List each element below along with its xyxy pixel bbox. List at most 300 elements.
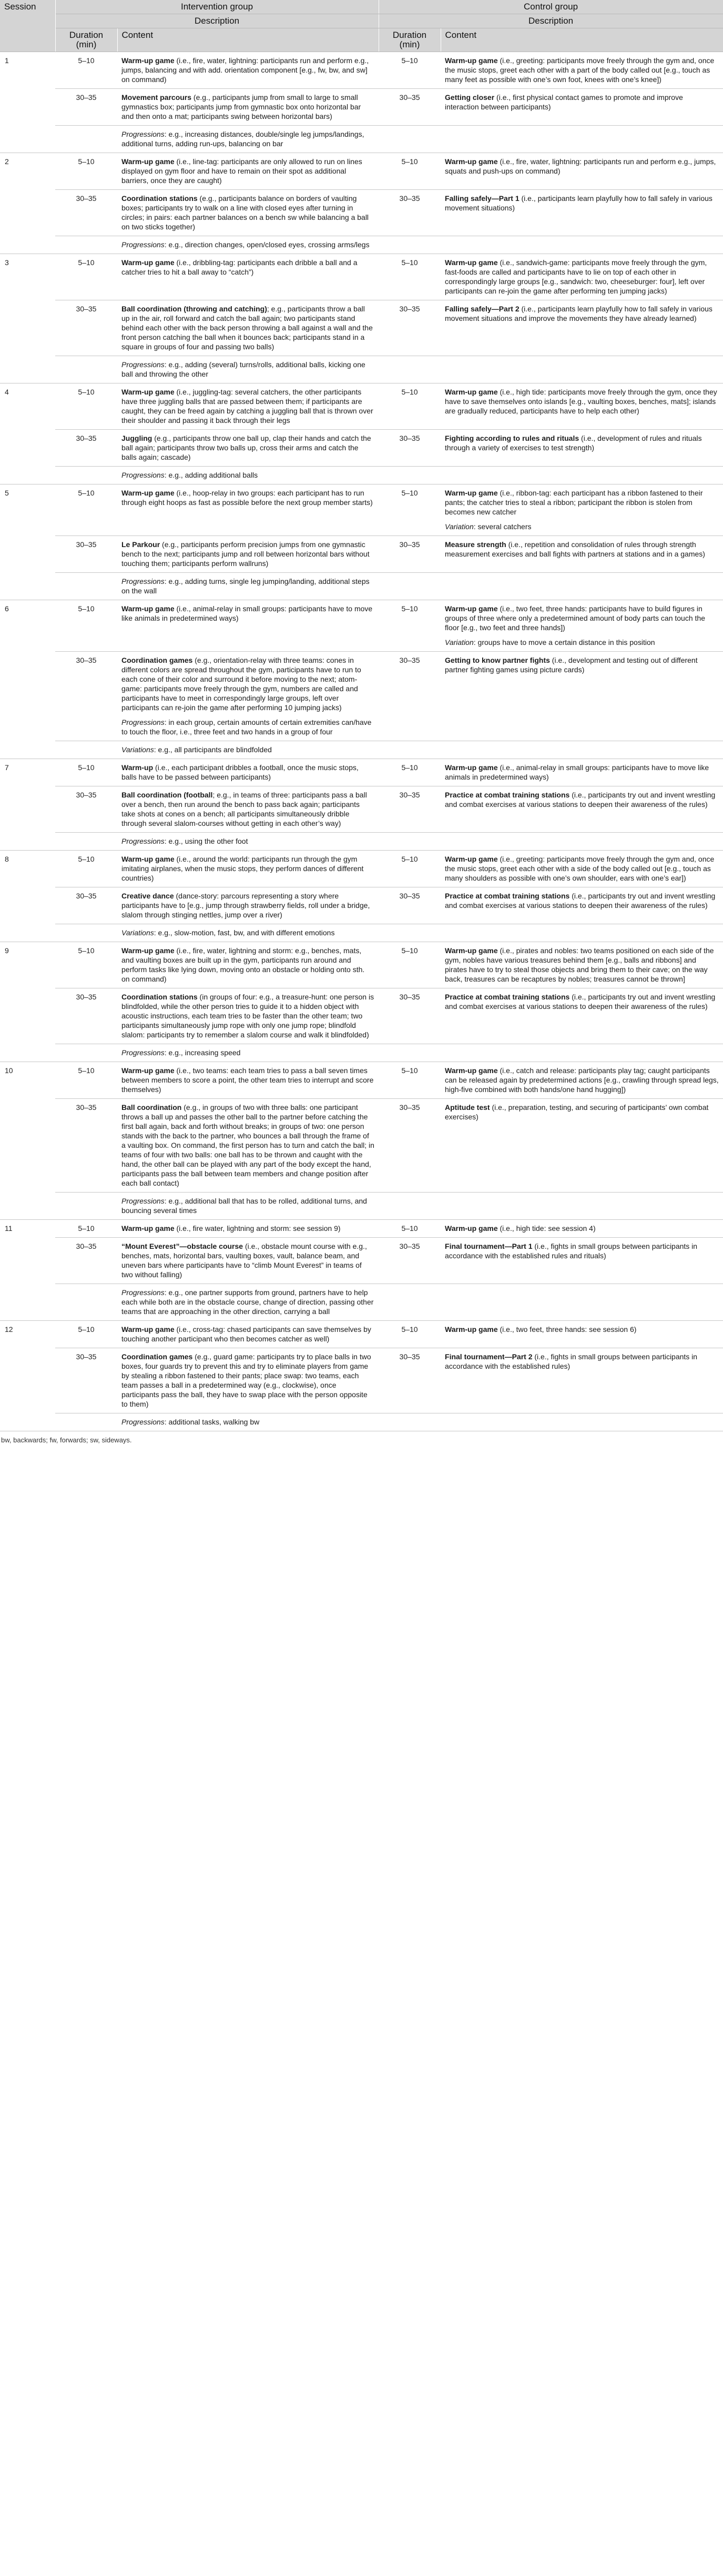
duration-cell-empty	[55, 1193, 117, 1220]
activity-text: (e.g., participants throw one ball up, clap their hands and catch the ball again; participants throw two balls up, cross their arms and catch the balls again; cascade)	[121, 434, 371, 461]
intervention-content	[117, 851, 379, 887]
control-duration: 30–35	[379, 1348, 441, 1413]
duration-cell-empty	[55, 741, 117, 759]
activity-text: (i.e., obstacle mount course with e.g., benches, mats, horizontal bars, vaulting boxes, vault, balance beam, and uneven bars where participants have to “climb Mount Everest” in teams of two without falling)	[121, 1242, 367, 1279]
duration-unit: (min)	[76, 39, 97, 49]
activity-text: (i.e., animal-relay in small groups: participants have to move like animals in predetermined ways)	[121, 604, 373, 622]
control-content	[441, 988, 723, 1044]
intervention-duration: 5–10	[55, 1321, 117, 1348]
intervention-content	[117, 759, 379, 786]
table-row	[0, 484, 723, 536]
activity-title: Fighting according to rules and rituals	[445, 434, 579, 442]
table-row	[0, 430, 723, 467]
activity-text: (i.e., juggling-tag: several catchers, the other participants have three juggling balls that are passed between them; if participants are caught, they can be freed again by catching a juggling ball that is thrown over their shoulder and passing it back through their legs	[121, 388, 373, 425]
activity-text: ; e.g., in teams of three: participants pass a ball over a bench, then run around the bench to pass back again; participants take shots at cones on a bench; all participants simultaneously dribble through several slalom-courses without getting in each other’s way)	[121, 791, 367, 827]
table-row	[0, 887, 723, 924]
header-control-group: Control group	[379, 0, 723, 14]
progression-cell	[117, 741, 379, 759]
intervention-duration: 30–35	[55, 1099, 117, 1193]
control-duration: 30–35	[379, 430, 441, 467]
duration-cell-empty	[379, 467, 441, 484]
activity-text: (in groups of four: e.g., a treasure-hunt: one person is blindfolded, while the other person tries to guide it to a hidden object with acoustic instructions, each team tries to be faster than the other team; two participants simultaneously jump rope with only one jump rope; blindfold slalom: participants try to remember a slalom course and walk it blindfolded)	[121, 993, 374, 1039]
table-row	[0, 1062, 723, 1099]
variation-label: Variation	[445, 522, 474, 531]
header-intervention-content: Content	[117, 28, 379, 52]
session-number: 5	[0, 484, 55, 600]
activity-title: Final tournament—Part 1	[445, 1242, 533, 1250]
duration-unit: (min)	[399, 39, 420, 49]
control-duration: 5–10	[379, 942, 441, 988]
activity-text: (i.e., participants learn playfully how to fall safely in various movement situations and improve the movements they have already learned)	[445, 305, 712, 322]
activity-text: (i.e., fire, water, lightning and storm: e.g., benches, mats, and vaulting boxes are built up in the gym, participants run around and perform tasks like lying down, moving onto an obstacle or holding onto sth. on command)	[121, 946, 365, 983]
duration-cell-empty	[55, 573, 117, 600]
duration-cell-empty	[55, 356, 117, 383]
intervention-duration: 5–10	[55, 759, 117, 786]
control-duration: 30–35	[379, 1099, 441, 1193]
intervention-content	[117, 300, 379, 356]
progression-text: : e.g., adding turns, single leg jumping/landing, additional steps on the wall	[121, 577, 370, 595]
intervention-content	[117, 536, 379, 573]
duration-cell-empty	[379, 741, 441, 759]
activity-title: Warm-up game	[445, 157, 498, 166]
progression-label: Progressions	[121, 837, 165, 845]
duration-cell-empty	[379, 126, 441, 153]
intervention-content	[117, 89, 379, 126]
progression-text: : e.g., adding (several) turns/rolls, additional balls, kicking one ball and throwing the other	[121, 360, 365, 378]
header-intervention-group: Intervention group	[55, 0, 379, 14]
progression-note	[121, 718, 374, 736]
progression-label: Progressions	[121, 471, 165, 479]
intervention-duration: 5–10	[55, 942, 117, 988]
activity-text: ; e.g., participants throw a ball up in the air, roll forward and catch the ball again; two participants stand behind each other with the back person throwing a ball against a wall and the front person catching the ball when it bounces back; participants stand in a square in groups of four and passing two balls)	[121, 305, 373, 351]
content-cell-empty	[441, 573, 723, 600]
control-content	[441, 652, 723, 741]
activity-title: Measure strength	[445, 540, 506, 549]
duration-cell-empty	[55, 236, 117, 254]
progression-label: Variations	[121, 928, 154, 937]
activity-title: Getting to know partner fights	[445, 656, 550, 664]
intervention-content	[117, 652, 379, 741]
progression-cell	[117, 573, 379, 600]
activity-text: (i.e., two feet, three hands: participants have to build figures in groups of three where only a predetermined amount of body parts can touch the floor [e.g., two feet and three hands])	[445, 604, 705, 632]
control-content	[441, 430, 723, 467]
control-duration: 5–10	[379, 851, 441, 887]
session-number: 1	[0, 52, 55, 153]
session-number: 9	[0, 942, 55, 1062]
progression-text: : e.g., increasing distances, double/single leg jumps/landings, additional turns, adding run-ups, balancing on bar	[121, 130, 364, 148]
duration-cell-empty	[379, 1193, 441, 1220]
intervention-content	[117, 484, 379, 536]
activity-title: Warm-up game	[445, 1224, 498, 1233]
duration-cell-empty	[55, 833, 117, 851]
control-content	[441, 536, 723, 573]
table-row	[0, 600, 723, 652]
control-duration: 5–10	[379, 484, 441, 536]
variation-note	[445, 638, 719, 647]
control-content	[441, 759, 723, 786]
activity-title: Warm-up game	[121, 1224, 175, 1233]
activity-text: (i.e., greeting: participants move freely through the gym and, once the music stops, greet each other with a side of the body called out [e.g., touch as many shoulders as possible with one’s own shoulder, ears with one’s ear])	[445, 855, 715, 882]
duration-label: Duration	[69, 30, 104, 40]
activity-title: Warm-up game	[121, 604, 175, 613]
activity-text: (i.e., first physical contact games to promote and improve interaction between participants)	[445, 93, 683, 111]
duration-cell-empty	[379, 1284, 441, 1321]
activity-title: Practice at combat training stations	[445, 892, 570, 900]
progression-label: Progressions	[121, 1048, 165, 1057]
content-cell-empty	[441, 1284, 723, 1321]
intervention-duration: 5–10	[55, 600, 117, 652]
activity-title: Coordination games	[121, 1352, 193, 1361]
table-row	[0, 1321, 723, 1348]
intervention-content	[117, 383, 379, 430]
table-row	[0, 741, 723, 759]
control-duration: 5–10	[379, 1062, 441, 1099]
duration-cell-empty	[379, 236, 441, 254]
table-row	[0, 1348, 723, 1413]
activity-text: (i.e., greeting: participants move freely through the gym and, once the music stops, greet each other with a part of the body called out [e.g., touch as many feet as possible with one’s own foot, knees with one’s knee])	[445, 56, 715, 84]
activity-title: Warm-up game	[445, 1066, 498, 1075]
activity-title: Creative dance	[121, 892, 174, 900]
intervention-duration: 30–35	[55, 536, 117, 573]
table-row	[0, 851, 723, 887]
progression-label: Progressions	[121, 1418, 165, 1426]
control-content	[441, 300, 723, 356]
control-content	[441, 600, 723, 652]
activity-text: (i.e., high tide: participants move freely through the gym, once they have to save themselves onto islands [e.g., vaulting boxes, benches, mats]; islands are gradually reduced, participants have to help each other)	[445, 388, 717, 415]
control-content	[441, 851, 723, 887]
progression-cell	[117, 833, 379, 851]
control-content	[441, 1062, 723, 1099]
control-duration: 5–10	[379, 254, 441, 300]
activity-text: (i.e., catch and release: participants play tag; caught participants can be released again by predetermined actions [e.g., crawling through spread legs, high-five combined with both hands/one hand hugging])	[445, 1066, 719, 1094]
activity-title: Practice at combat training stations	[445, 791, 570, 799]
activity-title: Ball coordination (football	[121, 791, 213, 799]
activity-text: (i.e., dribbling-tag: participants each dribble a ball and a catcher tries to hit a ball away to “catch”)	[121, 258, 358, 276]
duration-cell-empty	[379, 356, 441, 383]
intervention-duration: 5–10	[55, 851, 117, 887]
content-cell-empty	[441, 356, 723, 383]
intervention-content	[117, 1348, 379, 1413]
table-row	[0, 126, 723, 153]
intervention-content	[117, 1220, 379, 1238]
activity-text: (e.g., guard game: participants try to place balls in two boxes, four guards try to prevent this and try to eliminate players from game by stealing a ribbon fastened to their pants; place swap: two teams, each team passes a ball in a predetermined way (e.g., clockwise), once participants pass the ball, they have to swap place with the person opposite to them)	[121, 1352, 371, 1408]
activity-text: (i.e., participants learn playfully how to fall safely in various movement situations)	[445, 194, 712, 212]
duration-cell-empty	[379, 833, 441, 851]
table-row	[0, 988, 723, 1044]
activity-text: (dance-story: parcours representing a story where participants have to [e.g., jump through strawberry fields, roll under a bridge, slalom through stinging nettles, jump over a river)	[121, 892, 370, 919]
header-intervention-description: Description	[55, 14, 379, 28]
table-row	[0, 1193, 723, 1220]
progression-cell	[117, 467, 379, 484]
control-content	[441, 1238, 723, 1284]
activity-text: (e.g., participants perform precision jumps from one gymnastic bench to the next; participants jump and roll between horizontal bars without touching them; participants perform wallruns)	[121, 540, 370, 568]
activity-text: (e.g., in groups of two with three balls: one participant throws a ball up and passes the other ball to the partner before catching the first ball again, back and forth without breaks; in groups of two: one person stands with the back to the partner, who bounces a ball through the frame of a vaulting box. On command, the first person has to turn and catch the ball; in teams of four with two balls: one ball has to be thrown and caught with the hand, the other ball can be played with any part of the body except the hand, participants pass the ball between team members and change position after each ball contact)	[121, 1103, 374, 1187]
activity-title: Warm-up game	[121, 56, 175, 65]
duration-cell-empty	[55, 924, 117, 942]
activity-text: (e.g., orientation-relay with three teams: cones in different colors are spread throughout the gym, participants have to run to each cone of their color and surround it before moving to the next; atom-game: participants move freely through the gym, numbers are called and participants have to meet in correspondingly large groups, left over participants can re-join the game after performing 10 jumping jacks)	[121, 656, 361, 712]
content-cell-empty	[441, 741, 723, 759]
progression-cell	[117, 924, 379, 942]
control-duration: 30–35	[379, 652, 441, 741]
progression-cell	[117, 356, 379, 383]
control-content	[441, 887, 723, 924]
table-row	[0, 1220, 723, 1238]
activity-title: Warm-up game	[445, 946, 498, 955]
intervention-duration: 5–10	[55, 254, 117, 300]
activity-title: Final tournament—Part 2	[445, 1352, 533, 1361]
activity-title: Getting closer	[445, 93, 495, 102]
variation-note	[445, 522, 719, 531]
activity-title: Le Parkour	[121, 540, 160, 549]
intervention-content	[117, 600, 379, 652]
session-number: 2	[0, 153, 55, 254]
progression-text: : e.g., direction changes, open/closed eyes, crossing arms/legs	[164, 240, 370, 249]
table-row	[0, 1238, 723, 1284]
control-duration: 30–35	[379, 89, 441, 126]
duration-cell-empty	[55, 1284, 117, 1321]
control-content	[441, 383, 723, 430]
control-content	[441, 1321, 723, 1348]
content-cell-empty	[441, 924, 723, 942]
activity-text: (i.e., high tide: see session 4)	[497, 1224, 596, 1233]
control-duration: 5–10	[379, 600, 441, 652]
activity-title: Practice at combat training stations	[445, 993, 570, 1001]
progression-label: Progressions	[121, 240, 165, 249]
intervention-duration: 5–10	[55, 383, 117, 430]
activity-title: Ball coordination (throwing and catching)	[121, 305, 267, 313]
table-row	[0, 759, 723, 786]
activity-text: (i.e., cross-tag: chased participants can save themselves by touching another participant who then becomes catcher as well)	[121, 1325, 371, 1343]
activity-title: Warm-up game	[121, 157, 175, 166]
activity-text: (i.e., repetition and consolidation of rules through strength measurement exercises and ball fights with partners at stations and in a games)	[445, 540, 705, 558]
duration-cell-empty	[55, 1413, 117, 1431]
control-content	[441, 484, 723, 536]
intervention-content	[117, 942, 379, 988]
session-number: 6	[0, 600, 55, 759]
table-row	[0, 833, 723, 851]
activity-title: “Mount Everest”—obstacle course	[121, 1242, 243, 1250]
session-number: 10	[0, 1062, 55, 1220]
intervention-duration: 5–10	[55, 153, 117, 190]
activity-title: Falling safely—Part 2	[445, 305, 520, 313]
progression-cell	[117, 126, 379, 153]
activity-text: (i.e., two teams: each team tries to pass a ball seven times between members to score a point, the other team tries to interrupt and score themselves)	[121, 1066, 374, 1094]
table-row	[0, 573, 723, 600]
activity-title: Coordination stations	[121, 194, 198, 203]
variation-label: Variation	[445, 638, 474, 646]
table-row	[0, 190, 723, 236]
activity-title: Coordination games	[121, 656, 193, 664]
activity-text: (i.e., sandwich-game: participants move freely through the gym, fast-foods are called and participants have to lie on top of each other in correspondingly large groups [e.g., sandwich: two, cheeseburger: four], left over participants can re-join the game after performing ten jumping jacks)	[445, 258, 707, 295]
activity-text: (i.e., pirates and nobles: two teams positioned on each side of the gym, nobles have various treasures behind them [e.g., balls and ribbons] and pirates have to try to steal those objects and bring them to their cave; on the way back, treasures can be recaptures by nobles; treasures cannot be thrown]	[445, 946, 714, 983]
intervention-content	[117, 153, 379, 190]
control-content	[441, 190, 723, 236]
control-duration: 30–35	[379, 190, 441, 236]
activity-title: Warm-up game	[121, 1325, 175, 1334]
control-content	[441, 786, 723, 833]
activity-text: (i.e., hoop-relay in two groups: each participant has to run through eight hoops as fast as possible before the next group member starts)	[121, 489, 373, 507]
table-row	[0, 1413, 723, 1431]
progression-text: : e.g., slow-motion, fast, bw, and with different emotions	[154, 928, 335, 937]
variation-text: : groups have to move a certain distance in this position	[473, 638, 655, 646]
intervention-duration: 30–35	[55, 430, 117, 467]
intervention-duration: 5–10	[55, 52, 117, 89]
header-session: Session	[0, 0, 55, 52]
progression-text: : e.g., all participants are blindfolded	[154, 745, 272, 754]
duration-cell-empty	[379, 573, 441, 600]
table-body	[0, 52, 723, 1431]
activity-text: (i.e., fire, water, lightning: participants run and perform e.g., jumps, squats and push-ups on command)	[445, 157, 716, 175]
intervention-duration: 5–10	[55, 484, 117, 536]
control-content	[441, 52, 723, 89]
intervention-content	[117, 1321, 379, 1348]
control-duration: 30–35	[379, 300, 441, 356]
table-row	[0, 1284, 723, 1321]
table-row	[0, 236, 723, 254]
intervention-duration: 5–10	[55, 1220, 117, 1238]
activity-text: (i.e., fights in small groups between participants in accordance with the established rules and rituals)	[445, 1242, 698, 1260]
table-row	[0, 52, 723, 89]
progression-label: Progressions	[121, 1288, 165, 1297]
control-content	[441, 89, 723, 126]
intervention-duration: 5–10	[55, 1062, 117, 1099]
control-duration: 30–35	[379, 536, 441, 573]
control-content	[441, 942, 723, 988]
intervention-content	[117, 254, 379, 300]
header-intervention-duration	[55, 28, 117, 52]
activity-title: Falling safely—Part 1	[445, 194, 520, 203]
content-cell-empty	[441, 467, 723, 484]
table-row	[0, 356, 723, 383]
intervention-content	[117, 887, 379, 924]
progression-cell	[117, 1044, 379, 1062]
progression-label: Progressions	[121, 577, 165, 585]
intervention-content	[117, 430, 379, 467]
intervention-content	[117, 190, 379, 236]
progression-label: Progressions	[121, 718, 165, 726]
session-number: 4	[0, 383, 55, 484]
intervention-duration: 30–35	[55, 300, 117, 356]
table-row	[0, 536, 723, 573]
control-duration: 5–10	[379, 383, 441, 430]
activity-text: (e.g., participants jump from small to large to small gymnastics box; participants jump from gymnastic box onto horizontal bar and then onto a mat; participants swing between horizontal bars)	[121, 93, 361, 120]
duration-cell-empty	[55, 1044, 117, 1062]
progression-cell	[117, 1284, 379, 1321]
control-duration: 30–35	[379, 887, 441, 924]
duration-cell-empty	[379, 1044, 441, 1062]
activity-title: Ball coordination	[121, 1103, 182, 1112]
progression-cell	[117, 236, 379, 254]
session-number: 8	[0, 851, 55, 942]
activity-text: (i.e., around the world: participants run through the gym imitating airplanes, when the music stops, they perform dances of different countries)	[121, 855, 364, 882]
table-row	[0, 300, 723, 356]
activity-title: Warm-up game	[121, 489, 175, 497]
control-content	[441, 254, 723, 300]
control-duration: 30–35	[379, 988, 441, 1044]
session-number: 11	[0, 1220, 55, 1321]
control-content	[441, 1348, 723, 1413]
activity-title: Warm-up game	[121, 388, 175, 396]
control-duration: 5–10	[379, 1321, 441, 1348]
activity-title: Warm-up game	[445, 258, 498, 267]
activity-text: (i.e., fire, water, lightning: participants run and perform e.g., jumps, balancing and with add. orientation component [e.g., fw, bw, and sw] on command)	[121, 56, 369, 84]
table-row	[0, 1044, 723, 1062]
activity-text: (i.e., preparation, testing, and securing of participants’ own combat exercises)	[445, 1103, 709, 1121]
table-row	[0, 467, 723, 484]
intervention-duration: 30–35	[55, 1348, 117, 1413]
intervention-duration: 30–35	[55, 652, 117, 741]
duration-cell-empty	[379, 924, 441, 942]
intervention-duration: 30–35	[55, 190, 117, 236]
activity-text: (i.e., development and testing out of different partner fighting games using picture cards)	[445, 656, 698, 674]
activity-title: Warm-up game	[445, 604, 498, 613]
progression-text: : e.g., increasing speed	[164, 1048, 241, 1057]
progression-text: : additional tasks, walking bw	[164, 1418, 260, 1426]
intervention-content	[117, 1099, 379, 1193]
header-control-content: Content	[441, 28, 723, 52]
table-row	[0, 153, 723, 190]
activity-title: Warm-up game	[121, 1066, 175, 1075]
progression-text: : in each group, certain amounts of certain extremities can/have to touch the floor, i.e., three feet and two hands in a group of four	[121, 718, 372, 736]
control-duration: 5–10	[379, 759, 441, 786]
intervention-duration: 30–35	[55, 1238, 117, 1284]
control-duration: 30–35	[379, 1238, 441, 1284]
progression-label: Variations	[121, 745, 154, 754]
intervention-duration: 30–35	[55, 89, 117, 126]
activity-text: (i.e., participants try out and invent wrestling and combat exercises at various stations to deepen their awareness of the rules)	[445, 791, 716, 809]
control-duration: 5–10	[379, 153, 441, 190]
intervention-content	[117, 786, 379, 833]
progression-text: : e.g., one partner supports from ground, partners have to help each while both are in the obstacle course, change of direction, passing other teams that are approaching in the other direction, carrying a ball	[121, 1288, 374, 1316]
variation-text: : several catchers	[473, 522, 532, 531]
activity-text: (e.g., participants balance on borders of vaulting boxes; participants try to walk on a line with closed eyes after turning in circles; in pairs: each partner balances on a bench sw while balancing a ball on two sticks together)	[121, 194, 369, 231]
content-cell-empty	[441, 1413, 723, 1431]
activity-title: Coordination stations	[121, 993, 198, 1001]
table-row	[0, 1099, 723, 1193]
header-control-duration	[379, 28, 441, 52]
activity-title: Warm-up game	[121, 258, 175, 267]
intervention-duration: 30–35	[55, 786, 117, 833]
header-control-description: Description	[379, 14, 723, 28]
progression-cell	[117, 1413, 379, 1431]
progression-text: : e.g., adding additional balls	[164, 471, 258, 479]
table-row	[0, 383, 723, 430]
table-row	[0, 786, 723, 833]
table-row	[0, 924, 723, 942]
session-number: 3	[0, 254, 55, 383]
activity-text: (i.e., fights in small groups between participants in accordance with the established rules)	[445, 1352, 698, 1370]
control-content	[441, 1099, 723, 1193]
intervention-content	[117, 1062, 379, 1099]
activity-title: Movement parcours	[121, 93, 192, 102]
activity-title: Warm-up game	[445, 855, 498, 863]
activity-title: Warm-up game	[121, 946, 175, 955]
progression-text: : e.g., additional ball that has to be rolled, additional turns, and bouncing several times	[121, 1197, 367, 1215]
activity-title: Warm-up game	[445, 56, 498, 65]
content-cell-empty	[441, 1193, 723, 1220]
activity-title: Warm-up game	[121, 855, 175, 863]
table-header	[0, 0, 723, 52]
activity-text: (i.e., development of rules and rituals through a variety of exercises to test strength)	[445, 434, 702, 452]
duration-cell-empty	[379, 1413, 441, 1431]
session-number: 7	[0, 759, 55, 851]
activity-title: Juggling	[121, 434, 152, 442]
activity-title: Warm-up game	[445, 1325, 498, 1334]
activity-text: (i.e., each participant dribbles a football, once the music stops, balls have to be passed between participants)	[121, 763, 359, 781]
activity-title: Warm-up	[121, 763, 154, 772]
content-cell-empty	[441, 1044, 723, 1062]
duration-cell-empty	[55, 467, 117, 484]
